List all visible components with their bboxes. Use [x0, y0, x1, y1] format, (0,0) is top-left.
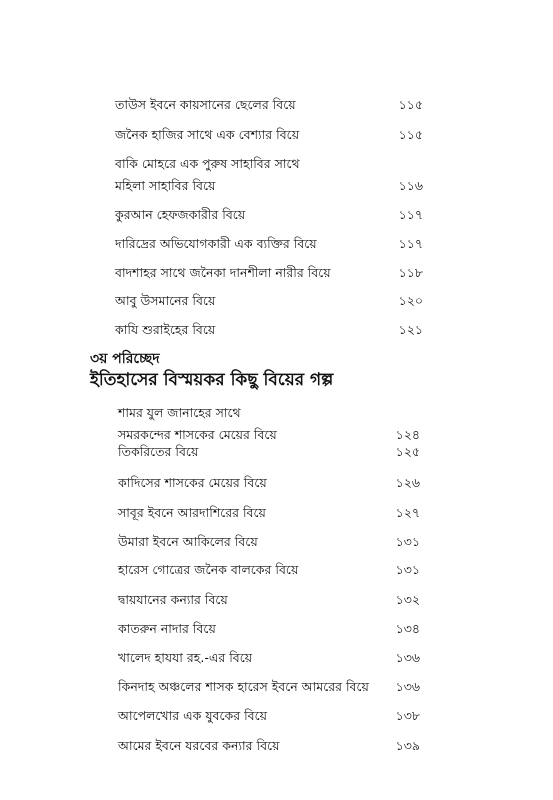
toc-entry	[118, 559, 420, 581]
toc-entry-page: ১৩১	[395, 562, 420, 577]
toc-entry-title: হারেস গোত্রের জনৈক বালকের বিয়ে	[118, 562, 299, 577]
toc-entry-title: দারিদ্রের অভিযোগকারী এক ব্যক্তির বিয়ে	[115, 236, 317, 251]
toc-entry-page: ১২৭	[395, 505, 420, 520]
toc-entry-title: খালেদ হাযযা রহ.-এর বিয়ে	[118, 650, 253, 665]
toc-entry-page: ১২১	[398, 322, 423, 337]
toc-entry-page: ১২৫	[395, 444, 420, 459]
toc-entry	[115, 233, 423, 255]
toc-entry-page: ১৩৯	[395, 738, 420, 753]
toc-entry-page: ১১৫	[398, 127, 423, 142]
toc-entry-title: কিনদাহ অঞ্চলের শাসক হারেস ইবনে আমরের বিয়ে	[118, 679, 369, 694]
toc-entry-page: ১২০	[398, 293, 423, 308]
toc-entry	[118, 735, 420, 757]
toc-entry-title: আমের ইবনে যরবের কন্যার বিয়ে	[118, 738, 280, 753]
toc-entry-title: সাবূর ইবনে আরদাশিরের বিয়ে	[118, 505, 266, 520]
toc-entry-page: ১১৮	[398, 265, 423, 280]
toc-entry-title: কাদিসের শাসকের মেয়ের বিয়ে	[118, 475, 267, 490]
toc-entry	[118, 502, 420, 524]
toc-entry-page: ১৩৪	[395, 621, 420, 636]
toc-entry	[118, 618, 420, 640]
toc-entry-page: ১৩৮	[395, 708, 420, 723]
toc-entry-page: ১১৫	[398, 97, 423, 112]
toc-entry	[118, 441, 420, 463]
toc-entry-title: কাযি শুরাইহের বিয়ে	[115, 322, 216, 337]
toc-entry-page: ১১৭	[398, 236, 423, 251]
toc-entry-title-line-2: সমরকন্দের শাসকের মেয়ের বিয়ে	[118, 427, 277, 442]
toc-entry	[118, 647, 420, 669]
toc-entry-title-line-1: বাকি মোহরে এক পুরুষ সাহাবির সাথে	[115, 156, 300, 171]
toc-entry-page: ১১৭	[398, 207, 423, 222]
toc-entry	[118, 705, 420, 727]
toc-entry-title: আবু উসমানের বিয়ে	[115, 293, 216, 308]
toc-entry-title: দ্বায়যানের কন্যার বিয়ে	[118, 592, 228, 607]
chapter-label: ৩য় পরিচ্ছেদ	[90, 351, 160, 367]
toc-entry-page: ১২৪	[395, 427, 420, 442]
toc-entry	[115, 153, 423, 197]
toc-entry	[115, 262, 423, 284]
toc-entry-title-line-2: মহিলা সাহাবির বিয়ে	[115, 178, 216, 193]
toc-entry	[118, 676, 420, 698]
toc-entry-title: তিকরিতের বিয়ে	[118, 444, 199, 459]
toc-entry-page: ১৩৬	[395, 679, 420, 694]
toc-entry-page: ১১৬	[398, 178, 423, 193]
toc-entry-title: কাতরুন নাদার বিয়ে	[118, 621, 216, 636]
toc-entry	[115, 319, 423, 341]
toc-entry	[118, 589, 420, 611]
toc-entry-title: তাউস ইবনে কায়সানের ছেলের বিয়ে	[115, 97, 296, 112]
toc-entry	[118, 472, 420, 494]
toc-entry	[115, 94, 423, 116]
toc-entry-page: ১৩১	[395, 534, 420, 549]
toc-entry	[118, 531, 420, 553]
toc-entry	[115, 204, 423, 226]
toc-entry-title: কুরআন হেফজকারীর বিয়ে	[115, 207, 246, 222]
toc-entry-title: জনৈক হাজির সাথে এক বেশ্যার বিয়ে	[115, 127, 300, 142]
toc-entry-title: বাদশাহর সাথে জনৈকা দানশীলা নারীর বিয়ে	[115, 265, 331, 280]
toc-entry-title-line-1: শামর যুল জানাহের সাথে	[118, 405, 241, 420]
toc-entry-title: আপেলখোর এক যুবকের বিয়ে	[118, 708, 268, 723]
toc-entry	[115, 290, 423, 312]
chapter-heading	[90, 349, 333, 391]
toc-entry	[115, 124, 423, 146]
toc-entry-title: উমারা ইবনে আকিলের বিয়ে	[118, 534, 258, 549]
toc-entry-page: ১৩২	[395, 592, 420, 607]
toc-entry-page: ১৩৬	[395, 650, 420, 665]
chapter-title: ইতিহাসের বিস্ময়কর কিছু বিয়ের গল্প	[90, 370, 334, 390]
toc-entry-page: ১২৬	[395, 475, 420, 490]
toc-entry	[118, 402, 420, 446]
